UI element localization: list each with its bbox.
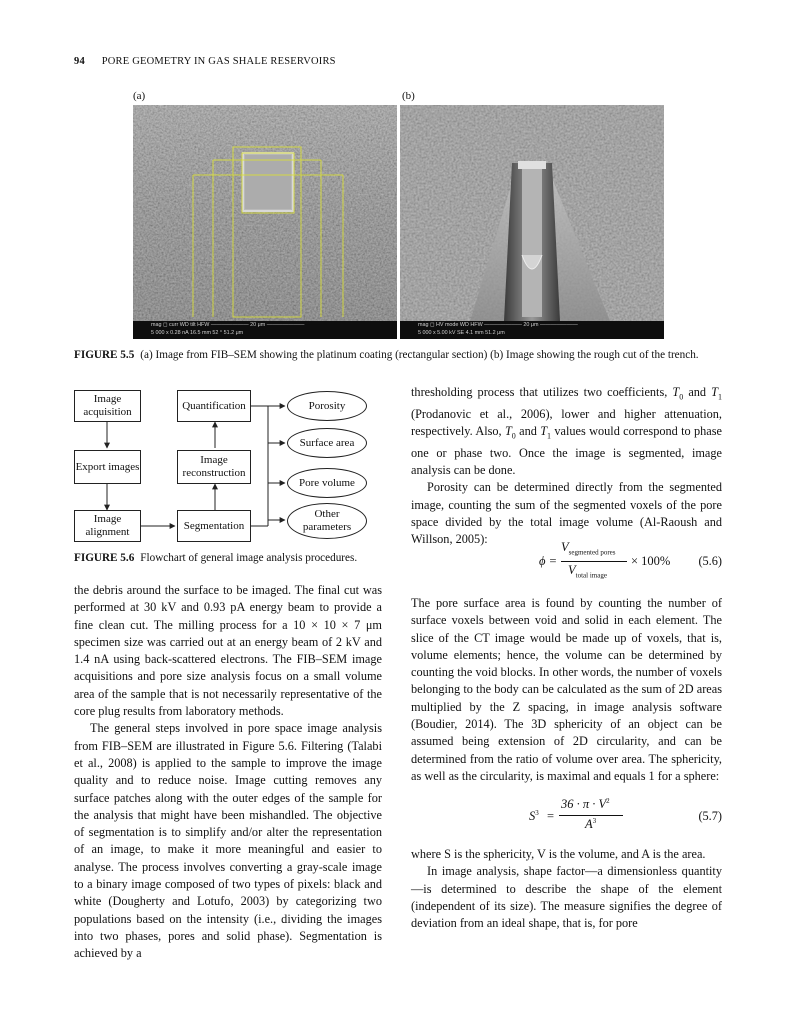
eq1-fraction-bar: [561, 561, 627, 562]
box-quantification: Quantification: [177, 390, 251, 422]
eq2-number: (5.7): [698, 809, 722, 823]
eq2-lhs: $S^3$: [529, 809, 539, 824]
right-paragraph-5: In image analysis, shape factor—a dimensionless quantity—is determined to describe the shape of the element (independent of its size). The measure signifies the degree of deviation from an ideal shape, that is, for pore: [411, 864, 722, 931]
right-column-bottom: [411, 846, 722, 932]
box-export-images: Export images: [74, 450, 141, 484]
page-number: 94: [74, 56, 85, 67]
box-image-reconstruction: Image reconstruction: [177, 450, 251, 484]
right-paragraph-3: The pore surface area is found by counting the number of surface voxels between void and solid in each element. The slice of the CT image would be made up of voxels, that is, volume elements; hence, the volume can be determined by counting the void blocks. In other words, the number of voxels belonging to the body can be calculated as the sum of 2D areas multiplied by the Z spacing, in image analysis software (Boudier, 2014). The 3D sphericity of an object can be assumed being extension of 2D circularity, and can be determined from the ratio of volume over area. The sphericity, as well as the circularity, is maximal and equals 1 for a sphere:: [411, 596, 722, 783]
sem-texture-a: [133, 105, 397, 321]
running-header: [74, 56, 336, 67]
right-column-top: [411, 384, 722, 549]
eq1-lhs: ϕ =: [539, 554, 558, 568]
equation-5-6: [411, 540, 722, 584]
databar-b-row2: 5 000 x 5.00 kV SE 4.1 mm 51.2 μm: [418, 330, 505, 336]
right-paragraph-4: where S is the sphericity, V is the volume, and A is the area.: [411, 847, 706, 861]
caption-label-5-6: FIGURE 5.6: [74, 552, 135, 564]
databar-a-row2: 5 000 x 0.28 nA 16.5 mm 52 ° 51.2 μm: [151, 330, 244, 336]
output-porosity: Porosity: [287, 391, 367, 421]
left-paragraph-1: the debris around the surface to be imaged. The final cut was performed at 30 kV and 0.93 pA energy beam to provide a fine clean cut. The milling process for a 10 × 10 × 7 μm specimen size was carried out at an energy beam of 2 kV and 1.4 nA using back-scattered electrons. The FIB–SEM image acquisitions and pore size analysis focus on a small volume area of the sample that is not necessarily representative of the core plug results from laboratory methods.: [74, 583, 382, 719]
output-pore-volume: Pore volume: [287, 468, 367, 498]
flowchart-figure-5-6: [74, 384, 394, 544]
right-paragraph-1: thresholding process that utilizes two coefficients, $T_0$ and $T_1$ (Prodanovic et al., 2006), lower and higher attenuation, respectively. Also, $T_0$ and $T_1$ values would correspond to phase one or phase two. Once the image is segmented, image analysis can be done.: [411, 385, 722, 478]
eq2-equals: =: [547, 809, 555, 823]
eq2-numerator: $36 \cdot \pi \cdot V^2$: [561, 797, 610, 812]
box-image-acquisition: Image acquisition: [74, 390, 141, 422]
eq1-rhs: × 100%: [631, 554, 671, 568]
figure-5-5-caption: [74, 348, 734, 362]
box-image-alignment: Image alignment: [74, 510, 141, 542]
output-surface-area: Surface area: [287, 428, 367, 458]
left-column: [74, 582, 382, 963]
sem-databar-b: [400, 321, 664, 339]
figure-5-6-caption: [74, 551, 394, 565]
running-title: PORE GEOMETRY IN GAS SHALE RESERVOIRS: [101, 56, 336, 67]
databar-a-row1: mag ◻ curr WD tilt HFW ——————— 20 μm ———————: [151, 322, 305, 328]
eq2-fraction-bar: [559, 815, 623, 816]
caption-text-5-5: (a) Image from FIB–SEM showing the platinum coating (rectangular section) (b) Image showing the rough cut of the trench.: [140, 349, 699, 361]
eq1-numerator: $V_{segmented pores}$: [561, 540, 616, 557]
output-other-parameters: Other parameters: [287, 503, 367, 539]
sem-texture-b: [400, 105, 664, 321]
panel-a-label: (a): [133, 90, 146, 102]
right-column-middle: [411, 595, 722, 785]
sem-image-panel-b: [400, 105, 664, 339]
right-paragraph-2: Porosity can be determined directly from the segmented image, counting the sum of the segmented voxels of the pore space divided by the total image volume (Al-Raoush and Willson, 2005):: [411, 480, 722, 547]
caption-label-5-5: FIGURE 5.5: [74, 349, 135, 361]
equation-5-7: [411, 797, 722, 837]
sem-image-panel-a: [133, 105, 397, 339]
eq2-denominator: $A^3$: [585, 817, 597, 832]
sem-databar-a: [133, 321, 397, 339]
left-paragraph-2: The general steps involved in pore space image analysis from FIB–SEM are illustrated in Figure 5.6. Filtering (Talabi et al., 2008) is applied to the sample to improve the image quality and to reduce noise. Image cutting removes any surface patches along with the outer edges of the sample for the analysis that might have been mishandled. The objective of segmentation is to simplify and/or alter the representation of an image, to make it more meaningful and easier to analyse. The process involves converting a gray-scale image to a binary image composed of two types of pixels: black and white (Dougherty and Lotufo, 2003) by categorizing two populations based on the intensity (i.e., dividing the images into two phases, pores and solid phase). Segmentation is achieved by a: [74, 721, 382, 961]
databar-b-row1: mag ◻ HV mode WD HFW ——————— 20 μm ———————: [418, 322, 578, 328]
caption-text-5-6: Flowchart of general image analysis procedures.: [140, 552, 358, 564]
box-segmentation: Segmentation: [177, 510, 251, 542]
eq1-number: (5.6): [698, 554, 722, 568]
panel-b-label: (b): [402, 90, 415, 102]
eq1-denominator: $V_{total image}$: [568, 563, 607, 580]
